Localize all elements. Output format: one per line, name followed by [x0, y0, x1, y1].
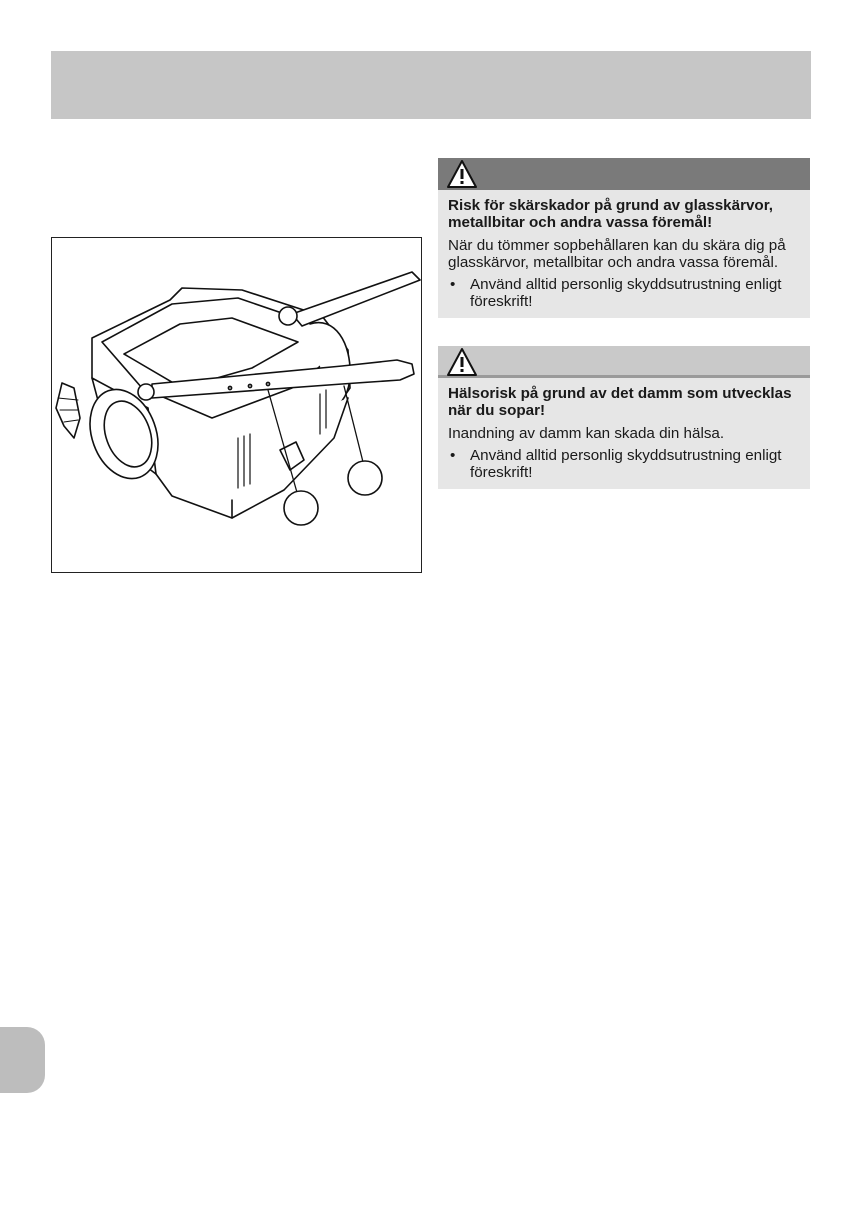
warning-text: Inandning av damm kan skada din hälsa. — [448, 425, 725, 442]
header-bar — [51, 51, 811, 119]
warning-text: När du tömmer sopbehållaren kan du skära dig på glasskärvor, metallbitar och andra vassa föremål. — [448, 237, 786, 271]
sweeper-figure — [51, 237, 422, 573]
warning-header — [438, 158, 810, 190]
warning-bullets — [448, 447, 800, 481]
warning-triangle-icon — [446, 347, 478, 377]
warning-title: Hälsorisk på grund av det damm som utvecklas när du sopar! — [448, 385, 792, 419]
warning-bullets — [448, 276, 800, 310]
warning-bullet: • Använd alltid personlig skyddsutrustning enligt föreskrift! — [448, 276, 800, 310]
sweeper-illustration — [52, 238, 421, 572]
warning-bullet: • Använd alltid personlig skyddsutrustning enligt föreskrift! — [448, 447, 800, 481]
warning-title: Risk för skärskador på grund av glasskärvor, metallbitar och andra vassa föremål! — [448, 197, 773, 231]
callout-circle-2 — [348, 461, 382, 495]
callout-circle-1 — [284, 491, 318, 525]
chapter-side-tab — [0, 1027, 45, 1093]
warning-box-cut-risk — [438, 158, 810, 318]
warning-triangle-icon — [446, 159, 478, 189]
warning-header — [438, 346, 810, 378]
warning-box-dust-risk — [438, 346, 810, 489]
